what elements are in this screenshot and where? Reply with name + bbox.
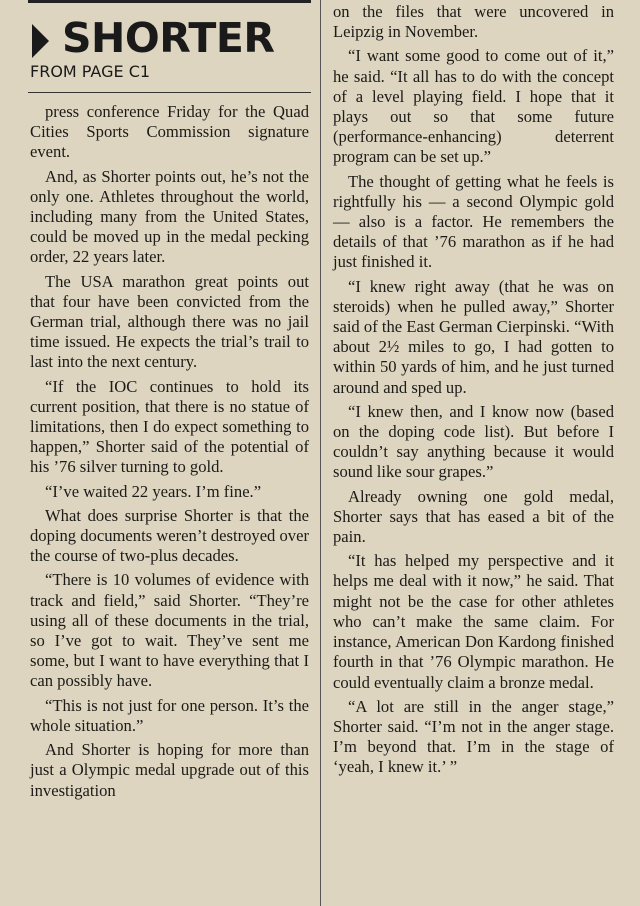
- column-divider: [320, 0, 321, 906]
- arrow-icon: [32, 24, 49, 58]
- paragraph: “It has helped my perspective and it helps me deal with it now,” he said. That might not be the case for other athletes who can’t make the same claim. For instance, American Don Kardong finished fourth in that ’76 Olympic marathon. He could eventually claim a bronze medal.: [333, 551, 614, 692]
- paragraph: “I knew right away (that he was on steroids) when he pulled away,” Shorter said of the East German Cierpinski. “With about 2½ miles to go, I had gotten to within 50 yards of him, and he just turned around and sped up.: [333, 276, 614, 397]
- paragraph: And Shorter is hoping for more than just a Olympic medal upgrade out of this investigation: [30, 740, 309, 800]
- article-header: [30, 10, 310, 90]
- paragraph: “There is 10 volumes of evidence with track and field,” said Shorter. “They’re using all of these documents in the trial, so I’ve got to wait. They’ve sent me some, but I want to have everything that I can possibly have.: [30, 570, 309, 691]
- right-column: [333, 2, 614, 782]
- paragraph: The thought of getting what he feels is rightfully his — a second Olympic gold — also is a factor. He remembers the details of that ’76 marathon as if he had just finished it.: [333, 171, 614, 272]
- paragraph: “If the IOC continues to hold its current position, that there is no statue of limitations, then I do expect something to happen,” Shorter said of the potential of his ’76 silver turning to gold.: [30, 376, 309, 477]
- headline: SHORTER: [62, 14, 275, 62]
- paragraph: “I’ve waited 22 years. I’m fine.”: [45, 481, 262, 501]
- paragraph: on the files that were uncovered in Leipzig in November.: [333, 2, 614, 42]
- paragraph: “A lot are still in the anger stage,” Shorter said. “I’m not in the anger stage. I’m beyond that. I’m in the stage of ‘yeah, I knew it.’ ”: [333, 696, 614, 777]
- paragraph: “This is not just for one person. It’s the whole situation.”: [30, 695, 309, 735]
- paragraph: press conference Friday for the Quad Cities Sports Commission signature event.: [30, 102, 309, 162]
- paragraph: “I want some good to come out of it,” he said. “It all has to do with the concept of a level playing field. I hope that it plays out so that some future (performance-enhancing) deterrent program can be set up.”: [333, 46, 614, 167]
- paragraph: And, as Shorter points out, he’s not the only one. Athletes throughout the world, including many from the United States, could be moved up in the medal pecking order, 22 years later.: [30, 166, 309, 267]
- header-rule: [28, 92, 311, 93]
- paragraph: The USA marathon great points out that four have been convicted from the German trial, although there was no jail time issued. He expects the trial’s trail to last into the next century.: [30, 271, 309, 372]
- paragraph: “I knew then, and I know now (based on the doping code list). But before I couldn’t say anything because it would sound like sour grapes.”: [333, 401, 614, 482]
- top-rule: [28, 0, 311, 9]
- paragraph: Already owning one gold medal, Shorter says that has eased a bit of the pain.: [333, 486, 614, 547]
- jump-line: FROM PAGE C1: [30, 62, 151, 81]
- paragraph: What does surprise Shorter is that the doping documents weren’t destroyed over the course of two-plus decades.: [30, 505, 309, 566]
